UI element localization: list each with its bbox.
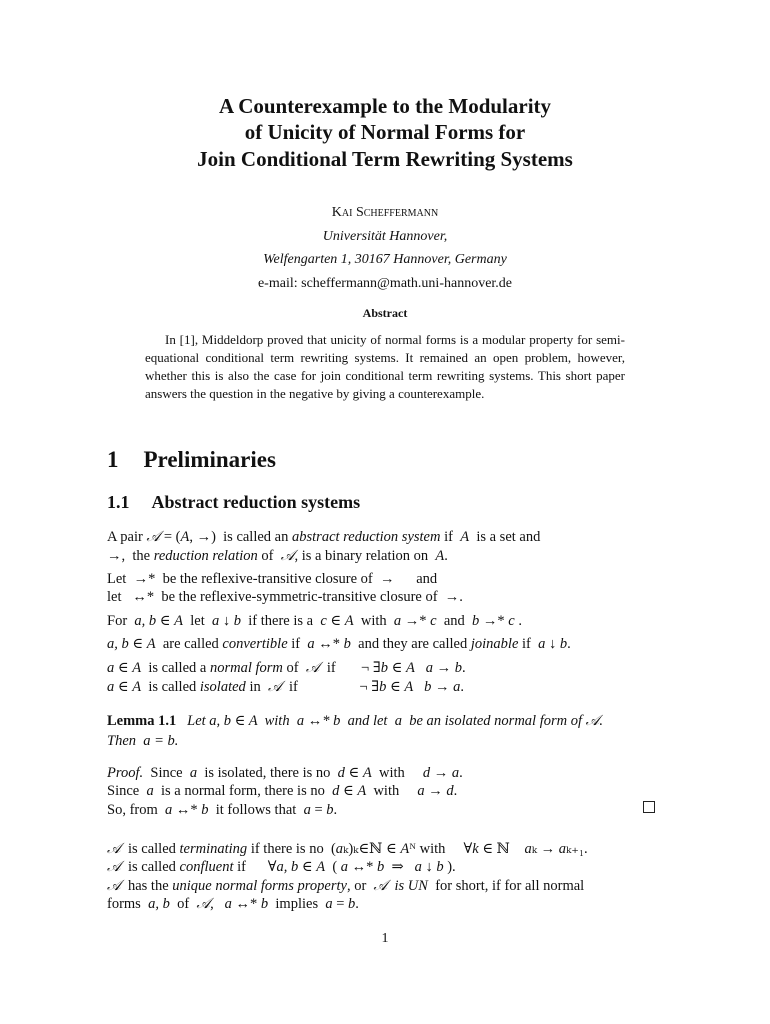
text-segment: a [165, 802, 173, 818]
text-segment: for short, if for all normal [427, 878, 585, 894]
text-segment: if there is a [241, 613, 321, 629]
text-segment: ₖ)ₖ∈ℕ ∈ [343, 841, 401, 857]
text-segment: ∈ [326, 613, 345, 629]
text-line [107, 840, 588, 858]
text-segment: b [348, 896, 356, 912]
text-segment: is UN [394, 878, 428, 894]
text-segment: if [440, 529, 461, 545]
text-segment: of [257, 548, 281, 564]
text-segment: 𝒜 [107, 878, 121, 894]
subsection-number: 1.1 [107, 492, 130, 512]
abstract-heading: Abstract [362, 306, 408, 320]
text-segment: ↔* [231, 896, 261, 912]
text-line [107, 895, 359, 913]
title-line-2: of Unicity of Normal Forms for [244, 120, 526, 144]
text-segment: ↔* [172, 802, 202, 818]
text-line [107, 612, 522, 630]
text-segment: if ¬ ∃ [319, 660, 381, 676]
proof-line [107, 801, 337, 819]
text-segment: let ↔* be the reflexive-symmetric-transitive closure of →. [107, 589, 463, 605]
text-segment: A [404, 679, 414, 695]
text-segment: d [337, 765, 345, 781]
text-line [107, 858, 456, 876]
text-segment: Proof. [107, 765, 144, 781]
text-segment: For [107, 613, 135, 629]
text-segment: Let a, b ∈ A with a ↔* b and let a be an isolated normal form of 𝒜. [176, 713, 603, 729]
abstract-text: In [1], Middeldorp proved that unicity of normal forms is a modular property for semi-equational conditional term rewriting systems. It remained an open problem, however, whether this is also the case for join conditional term rewriting systems. This short paper answers the question in the negative by giving a counterexample. [145, 332, 625, 401]
text-segment: Lemma 1.1 [107, 713, 177, 729]
text-segment: a, b [276, 859, 299, 875]
text-segment: is called [120, 841, 180, 857]
text-segment: reduction relation [153, 548, 258, 564]
text-segment: a, b [107, 636, 129, 652]
text-segment: abstract reduction system [292, 529, 441, 545]
text-segment: k [472, 841, 479, 857]
text-segment: has the [120, 878, 173, 894]
text-segment: if ∀ [233, 859, 277, 875]
text-segment: ∈ [339, 783, 358, 799]
text-segment: d [332, 783, 340, 799]
text-segment: b [233, 613, 241, 629]
author: Kai Scheffermann [331, 205, 439, 220]
text-segment: Since [107, 783, 147, 799]
text-line [107, 588, 463, 606]
text-segment: b [454, 660, 462, 676]
text-segment: a [414, 859, 422, 875]
text-segment: is a set and [469, 529, 541, 545]
text-line [107, 635, 571, 653]
text-segment: ↓ [545, 636, 560, 652]
text-segment: joinable [470, 636, 519, 652]
text-segment: So, from [107, 802, 165, 818]
text-segment: a [224, 896, 232, 912]
text-line [107, 877, 584, 895]
text-segment: ↓ [421, 859, 437, 875]
text-segment: a [307, 636, 315, 652]
text-segment: implies [268, 896, 326, 912]
text-segment: ∈ ℕ [478, 841, 525, 857]
text-segment: b [380, 660, 388, 676]
text-segment: . [461, 660, 466, 676]
text-segment: = [332, 896, 349, 912]
text-segment: ∈ [114, 679, 133, 695]
text-segment: ⇒ [384, 859, 415, 875]
subsection-heading [107, 492, 360, 513]
text-segment: Let →* be the reflexive-transitive closure of → and [107, 571, 438, 587]
text-segment: →* [401, 613, 431, 629]
text-line [107, 659, 466, 677]
text-segment: 𝒜 [107, 841, 121, 857]
text-segment: . [514, 613, 522, 629]
text-segment: forms [107, 896, 149, 912]
text-segment: in [245, 679, 268, 695]
text-segment: unique normal forms property [172, 878, 347, 894]
text-segment: → [431, 679, 454, 695]
text-segment: A [344, 613, 354, 629]
text-segment: ). [443, 859, 456, 875]
text-segment: a [524, 841, 532, 857]
proof-line [107, 764, 463, 782]
lemma-line [107, 732, 178, 750]
text-segment: . [453, 783, 458, 799]
text-segment: a [451, 765, 460, 781]
title-line-1: A Counterexample to the Modularity [218, 94, 552, 118]
text-segment: a [107, 679, 115, 695]
text-segment: A [180, 529, 190, 545]
text-segment: b [379, 679, 387, 695]
text-segment: a [325, 896, 333, 912]
text-segment: →, the [107, 548, 154, 564]
text-segment: ∈ [386, 679, 405, 695]
text-segment: is called [120, 859, 180, 875]
text-segment: convertible [222, 636, 288, 652]
text-segment: with [366, 783, 418, 799]
text-segment: = [310, 802, 327, 818]
text-segment: A pair [107, 529, 147, 545]
text-segment: is isolated, there is no [197, 765, 338, 781]
section-title: Preliminaries [143, 447, 276, 472]
page-number: 1 [381, 931, 389, 946]
text-segment: ↔* [348, 859, 378, 875]
text-segment: A [435, 548, 445, 564]
text-segment [415, 660, 426, 676]
text-segment: isolated [199, 679, 246, 695]
text-segment: a, b [148, 896, 170, 912]
text-segment: → [430, 765, 452, 781]
text-segment: a [425, 660, 433, 676]
text-segment: a [453, 679, 461, 695]
text-segment: a [107, 660, 115, 676]
text-line [107, 570, 437, 588]
text-segment: A [357, 783, 367, 799]
text-segment: . [567, 636, 571, 652]
qed-symbol [643, 801, 655, 813]
text-segment: A [460, 529, 470, 545]
text-segment: confluent [179, 859, 234, 875]
text-segment: it follows that [208, 802, 304, 818]
text-segment: 𝒜 [196, 896, 211, 912]
text-segment: b [472, 613, 480, 629]
text-segment: if [287, 636, 308, 652]
text-segment: . [459, 765, 463, 781]
text-segment: d [422, 765, 431, 781]
text-segment: , or [346, 878, 374, 894]
text-segment: →* [479, 613, 509, 629]
text-segment: c [430, 613, 437, 629]
text-segment: A [146, 636, 156, 652]
text-segment: . [333, 802, 338, 818]
text-segment: , →) is called an [189, 529, 292, 545]
text-segment: of [169, 896, 197, 912]
text-segment: = ( [160, 529, 181, 545]
text-segment: ( [325, 859, 341, 875]
text-segment: Then a = b. [107, 733, 179, 749]
text-segment: . [355, 896, 359, 912]
text-segment: ∈ [156, 613, 175, 629]
text-segment: ∈ [387, 660, 406, 676]
text-segment: a [212, 613, 220, 629]
section-heading [107, 447, 276, 473]
text-segment: A [405, 660, 415, 676]
text-segment: d [446, 783, 454, 799]
text-segment: is called [141, 679, 200, 695]
text-segment [413, 679, 424, 695]
text-line [107, 528, 540, 546]
text-segment: Since [143, 765, 190, 781]
section-number: 1 [107, 447, 119, 472]
text-segment: if ¬ ∃ [281, 679, 380, 695]
text-segment: is a normal form, there is no [153, 783, 333, 799]
text-segment: if there is no ( [247, 841, 336, 857]
proof-line [107, 782, 457, 800]
text-segment: ∈ [128, 636, 147, 652]
text-segment: 𝒜 [373, 878, 388, 894]
text-segment: → [424, 783, 447, 799]
text-segment: normal form [209, 660, 283, 676]
text-segment [387, 878, 394, 894]
text-segment: if [518, 636, 539, 652]
text-segment: 𝒜 [267, 679, 282, 695]
text-segment: ∈ [114, 660, 133, 676]
text-segment: . [444, 548, 448, 564]
text-segment: b [326, 802, 334, 818]
text-segment: a [417, 783, 425, 799]
text-segment: b [559, 636, 568, 652]
text-segment: b [343, 636, 351, 652]
text-segment: c [320, 613, 327, 629]
text-segment: a [189, 765, 198, 781]
text-segment: terminating [179, 841, 248, 857]
affiliation-1: Universität Hannover, [322, 229, 448, 244]
text-segment: A [132, 679, 142, 695]
text-segment: with [371, 765, 423, 781]
text-segment: is called a [141, 660, 210, 676]
text-segment: b [201, 802, 209, 818]
text-segment: a [335, 841, 344, 857]
text-segment: 𝒜 [305, 660, 320, 676]
text-segment: ↔* [314, 636, 344, 652]
email: e-mail: scheffermann@math.uni-hannover.de [257, 276, 513, 291]
lemma-line [107, 712, 603, 730]
text-segment: . [460, 679, 464, 695]
text-segment: a, b [134, 613, 157, 629]
text-segment: and they are called [350, 636, 471, 652]
text-segment: of [282, 660, 306, 676]
text-segment: , [210, 896, 225, 912]
subsection-title: Abstract reduction systems [151, 492, 361, 512]
text-segment: A [400, 841, 410, 857]
text-segment: ₖ₊₁. [566, 841, 588, 857]
text-segment: let [183, 613, 212, 629]
text-segment: b [260, 896, 269, 912]
text-segment: a [303, 802, 311, 818]
text-segment: → [432, 660, 455, 676]
text-segment: ᴺ with ∀ [409, 841, 473, 857]
text-segment: a [340, 859, 349, 875]
text-segment: a [558, 841, 566, 857]
text-segment: 𝒜 [146, 529, 161, 545]
text-segment: are called [155, 636, 223, 652]
text-segment: A [362, 765, 372, 781]
text-segment: with [353, 613, 394, 629]
text-segment: ₖ → [531, 841, 559, 857]
text-segment: a [146, 783, 154, 799]
text-segment: A [174, 613, 183, 629]
text-segment: ∈ [298, 859, 317, 875]
text-segment: c [508, 613, 515, 629]
text-segment: , is a binary relation on [294, 548, 436, 564]
text-segment: ∈ [344, 765, 363, 781]
title-line-3: Join Conditional Term Rewriting Systems [197, 147, 573, 171]
affiliation-2: Welfengarten 1, 30167 Hannover, Germany [263, 252, 507, 267]
text-segment: and [436, 613, 473, 629]
text-segment: ↓ [219, 613, 234, 629]
text-segment: 𝒜 [107, 859, 121, 875]
text-segment: a [393, 613, 402, 629]
text-segment: 𝒜 [280, 548, 295, 564]
text-segment: b [424, 679, 432, 695]
text-segment: A [316, 859, 326, 875]
text-segment: a [538, 636, 546, 652]
text-segment: b [377, 859, 385, 875]
text-segment: b [436, 859, 444, 875]
text-line [107, 678, 464, 696]
text-segment: A [132, 660, 142, 676]
text-line [107, 547, 448, 565]
